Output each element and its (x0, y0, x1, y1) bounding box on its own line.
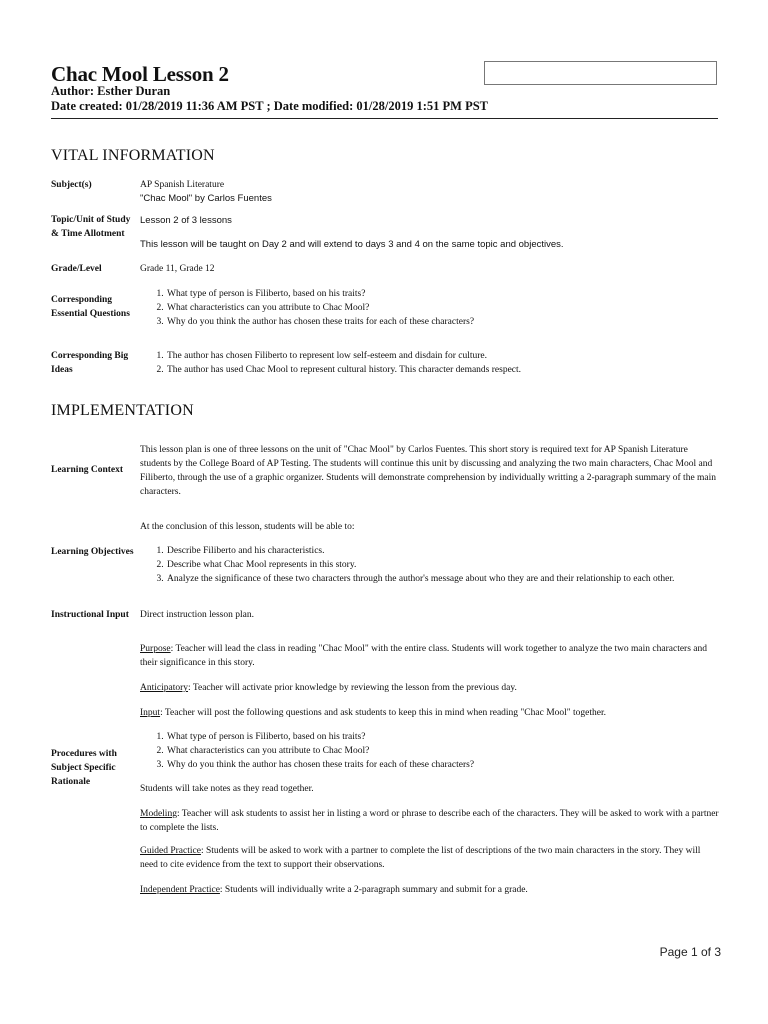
anticipatory-text: : Teacher will activate prior knowledge by reviewing the lesson from the previous day. (188, 683, 517, 693)
grade-label: Grade/Level (51, 264, 102, 274)
procedures-purpose (140, 642, 720, 670)
grade-value: Grade 11, Grade 12 (140, 264, 215, 274)
procedures-modeling (140, 807, 720, 835)
procedures-independent-practice (140, 883, 720, 897)
list-item: 3. Why do you think the author has chosen these traits for each of these characters? (166, 758, 720, 772)
list-item: 2. The author has used Chac Mool to represent cultural history. This character demands respect. (166, 363, 720, 377)
list-item: 2. Describe what Chac Mool represents in this story. (166, 558, 720, 572)
list-item: 3. Why do you think the author has chosen these traits for each of these characters? (166, 315, 720, 329)
big-ideas-label: Corresponding Big Ideas (51, 351, 129, 375)
subjects-value (140, 178, 720, 206)
subjects-line-2: "Chac Mool" by Carlos Fuentes (140, 193, 272, 204)
section-heading-implementation: IMPLEMENTATION (51, 402, 194, 419)
title-input-box[interactable] (484, 61, 717, 85)
procedures-questions-list (140, 730, 720, 772)
input-text: : Teacher will post the following questions and ask students to keep this in mind when reading "Chac Mool" together. (160, 708, 607, 718)
list-item: 1. Describe Filiberto and his characteristics. (166, 544, 720, 558)
list-item: 2. What characteristics can you attribute to Chac Mool? (166, 744, 720, 758)
procedures-notes: Students will take notes as they read together. (140, 784, 314, 794)
procedures-input (140, 706, 720, 720)
modeling-label: Modeling (140, 809, 177, 819)
list-item: 1. What type of person is Filiberto, based on his traits? (166, 730, 720, 744)
section-heading-vital: VITAL INFORMATION (51, 147, 215, 164)
instructional-input-label: Instructional Input (51, 610, 129, 620)
topic-label: Topic/Unit of Study & Time Allotment (51, 215, 131, 239)
list-item: 2. What characteristics can you attribute to Chac Mool? (166, 301, 720, 315)
input-label: Input (140, 708, 161, 718)
document-title: Chac Mool Lesson 2 (51, 62, 229, 86)
purpose-text: : Teacher will lead the class in reading "Chac Mool" with the entire class. Students will work together to analyze the two main characters and their significance in this story. (140, 644, 707, 668)
header-divider (51, 118, 718, 119)
list-item: 3. Analyze the significance of these two characters through the author's message about who they are and their relationship to each other. (166, 572, 720, 586)
essential-questions-list (140, 287, 720, 329)
anticipatory-label: Anticipatory (140, 683, 189, 693)
topic-line-1: Lesson 2 of 3 lessons (140, 215, 232, 226)
guided-practice-label: Guided Practice (140, 846, 201, 856)
guided-practice-text: : Students will be asked to work with a partner to complete the list of descriptions of the two main characters in the story. They will need to cite evidence from the text to support their observations. (140, 846, 701, 870)
list-item: 1. The author has chosen Filiberto to represent low self-esteem and disdain for culture. (166, 349, 720, 363)
instructional-input-value: Direct instruction lesson plan. (140, 610, 254, 620)
independent-practice-label: Independent Practice (140, 885, 220, 895)
learning-objectives-list (140, 544, 720, 586)
learning-context-text (140, 443, 720, 499)
learning-context-paragraph: This lesson plan is one of three lessons on the unit of "Chac Mool" by Carlos Fuentes. This short story is required text for AP Spanish Literature students by the College Board of AP Testing. The students will continue this unit by discussing and analyzing the two main characters, Chac Mool and Filiberto, through the use of a graphic organizer. Students will demonstrate comprehension by individually writting a 2-paragraph summary of the main characters. (140, 445, 717, 497)
learning-objectives-intro: At the conclusion of this lesson, students will be able to: (140, 522, 355, 532)
page-number: Page 1 of 3 (659, 945, 721, 959)
subjects-line-1: AP Spanish Literature (140, 180, 225, 190)
learning-objectives-label: Learning Objectives (51, 547, 134, 557)
procedures-guided-practice (140, 844, 720, 872)
modeling-text: : Teacher will ask students to assist her in listing a word or phrase to describe each of the characters. They will be asked to work with a partner to complete the lists. (140, 809, 719, 833)
list-item: 1. What type of person is Filiberto, based on his traits? (166, 287, 720, 301)
independent-practice-text: : Students will individually write a 2-paragraph summary and submit for a grade. (219, 885, 528, 895)
dates-line: Date created: 01/28/2019 11:36 AM PST ; Date modified: 01/28/2019 1:51 PM PST (51, 99, 488, 113)
purpose-label: Purpose (140, 644, 171, 654)
topic-line-2: This lesson will be taught on Day 2 and will extend to days 3 and 4 on the same topic and objectives. (140, 239, 564, 250)
big-ideas-list (140, 349, 720, 377)
procedures-anticipatory (140, 681, 720, 695)
learning-context-label: Learning Context (51, 465, 124, 475)
subjects-label: Subject(s) (51, 180, 92, 190)
essential-questions-label: Corresponding Essential Questions (51, 295, 130, 319)
procedures-label: Procedures with Subject Specific Rationale (51, 749, 117, 787)
author-line: Author: Esther Duran (51, 84, 171, 98)
